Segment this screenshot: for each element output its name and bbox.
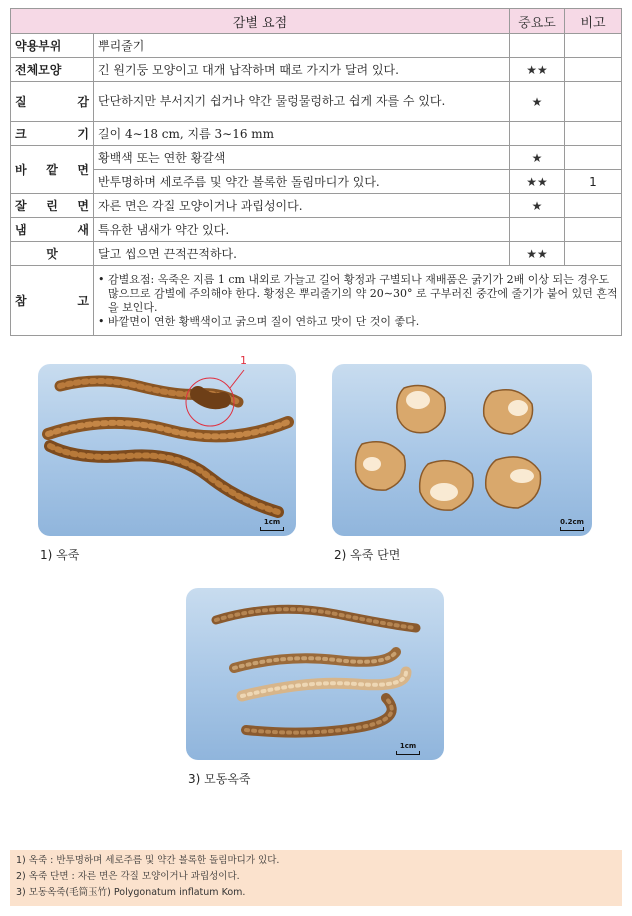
figure-2-caption: 2) 옥죽 단면: [334, 548, 401, 562]
figure-1-caption: 1) 옥죽: [40, 548, 80, 562]
reference-cell: [94, 266, 622, 336]
header-main: 감별 요점: [11, 9, 510, 34]
row-label: 잘 린 면: [11, 194, 94, 218]
scale-label: 1cm: [399, 742, 417, 750]
cross-section-illustration: [332, 364, 592, 536]
row-importance: ★: [510, 146, 565, 170]
scale-bar: [260, 518, 284, 531]
row-desc: 길이 4∼18 cm, 지름 3∼16 mm: [94, 122, 510, 146]
table-header: [11, 9, 622, 34]
table-row: [11, 218, 622, 242]
row-desc: 특유한 냄새가 약간 있다.: [94, 218, 510, 242]
row-importance: [510, 218, 565, 242]
figure-1-marker: 1: [240, 354, 247, 367]
row-note: [565, 218, 622, 242]
row-desc: 반투명하며 세로주름 및 약간 볼록한 돌림마디가 있다.: [94, 170, 510, 194]
figure-3-photo: [186, 588, 444, 760]
row-importance: ★★: [510, 242, 565, 266]
row-note: [565, 34, 622, 58]
table-row: [11, 82, 622, 122]
table-row: [11, 242, 622, 266]
table-row: [11, 170, 622, 194]
row-note: [565, 82, 622, 122]
footnote-item: 2) 옥죽 단면 : 자른 면은 각질 모양이거나 과립성이다.: [16, 871, 240, 882]
rhizome-illustration: [38, 364, 296, 536]
scale-label: 0.2cm: [560, 518, 584, 526]
row-importance: [510, 122, 565, 146]
figure-2-photo: [332, 364, 592, 536]
reference-list: [94, 270, 621, 332]
row-label: 약용부위: [11, 34, 94, 58]
row-note: [565, 242, 622, 266]
row-importance: [510, 34, 565, 58]
row-label: 전체모양: [11, 58, 94, 82]
table-row-reference: [11, 266, 622, 336]
table-row: [11, 34, 622, 58]
row-label: 맛: [11, 242, 94, 266]
row-importance: ★: [510, 194, 565, 218]
table-row: [11, 194, 622, 218]
rhizome-illustration: [186, 588, 444, 760]
figure-1-photo: [38, 364, 296, 536]
row-importance: ★★: [510, 58, 565, 82]
footnote-item: 3) 모동옥죽(毛筒玉竹) Polygonatum inflatum Kom.: [16, 887, 246, 898]
row-note: [565, 194, 622, 218]
row-label: 바 깥 면: [11, 146, 94, 194]
row-note: [565, 58, 622, 82]
row-label: 냄 새: [11, 218, 94, 242]
row-desc: 달고 씹으면 끈적끈적하다.: [94, 242, 510, 266]
row-label: 질 감: [11, 82, 94, 122]
table-row: [11, 146, 622, 170]
row-importance: ★: [510, 82, 565, 122]
row-note: 1: [565, 170, 622, 194]
scale-bar: [560, 518, 584, 531]
row-note: [565, 122, 622, 146]
footnote-item: 1) 옥죽 : 반투명하며 세로주름 및 약간 볼록한 돌림마디가 있다.: [16, 855, 280, 866]
scale-bar: [396, 742, 420, 755]
reference-item: • 감별요점: 옥죽은 지름 1 cm 내외로 가늘고 길어 황정과 구별되나 재배품은 굵기가 2배 이상 되는 경우도 많으므로 감별에 주의해야 한다. 황정은 뿌리줄기의 약 20∼30° 로 구부러진 중간에 줄기가 붙어 있던 흔적을 보인다.: [108, 273, 619, 315]
figure-3-caption: 3) 모동옥죽: [188, 772, 251, 786]
table-row: [11, 122, 622, 146]
identification-table: [10, 8, 622, 336]
header-note: 비고: [565, 9, 622, 34]
header-importance: 중요도: [510, 9, 565, 34]
row-desc: 단단하지만 부서지기 쉽거나 약간 물렁물렁하고 쉽게 자를 수 있다.: [94, 82, 510, 122]
table-row: [11, 58, 622, 82]
row-desc: 뿌리줄기: [94, 34, 510, 58]
row-desc: 황백색 또는 연한 황갈색: [94, 146, 510, 170]
row-importance: ★★: [510, 170, 565, 194]
reference-item: • 바깥면이 연한 황백색이고 굵으며 질이 연하고 맛이 단 것이 좋다.: [108, 315, 619, 329]
row-note: [565, 146, 622, 170]
footnote-box: [10, 850, 622, 906]
scale-label: 1cm: [263, 518, 281, 526]
row-label: 크 기: [11, 122, 94, 146]
reference-label: 참 고: [11, 266, 94, 336]
row-desc: 자른 면은 각질 모양이거나 과립성이다.: [94, 194, 510, 218]
row-desc: 긴 원기둥 모양이고 대개 납작하며 때로 가지가 달려 있다.: [94, 58, 510, 82]
